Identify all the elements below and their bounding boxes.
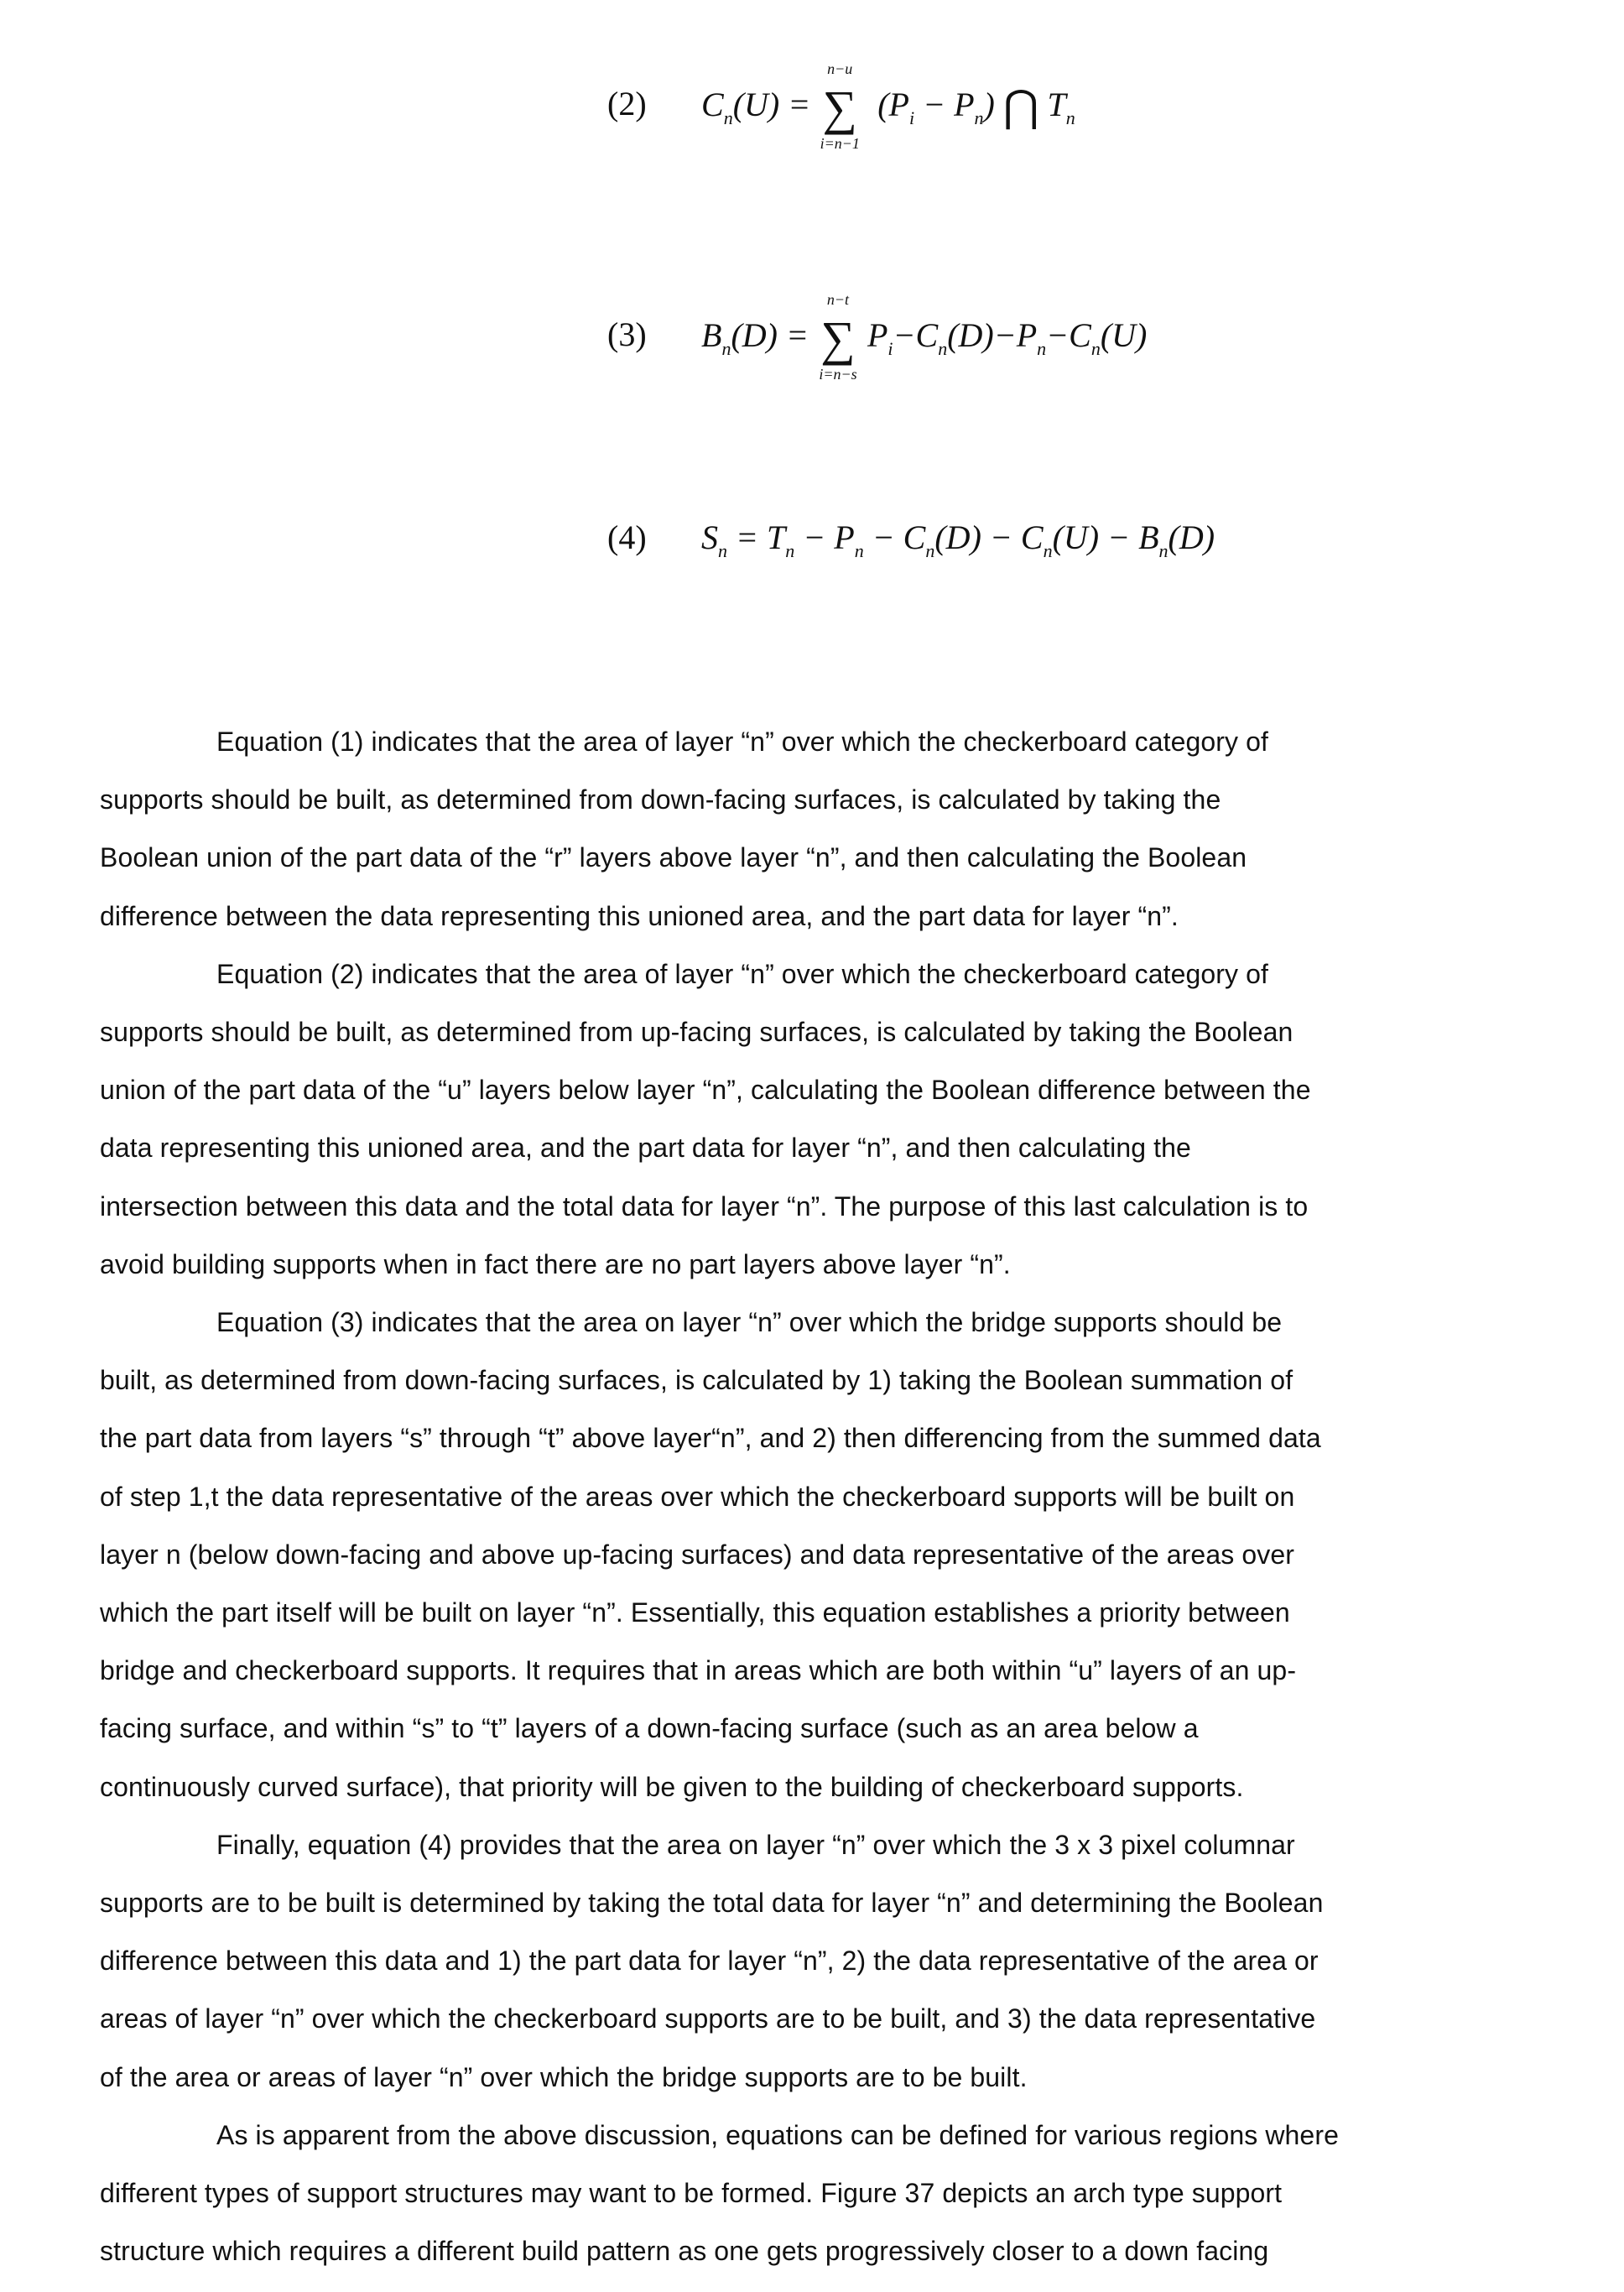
eq-sub: n (721, 338, 731, 359)
sum-lower: i=n−1 (820, 135, 860, 153)
eq-term: ) (984, 86, 995, 123)
paragraph-3-line: continuously curved surface), that priority will be given to the building of checkerboard supports. (100, 1772, 1244, 1803)
eq-term: −C (893, 316, 939, 354)
paragraph-2-line: union of the part data of the “u” layers below layer “n”, calculating the Boolean difference between the (100, 1075, 1311, 1106)
paragraph-1-line: Equation (1) indicates that the area of layer “n” over which the checkerboard category of (216, 727, 1268, 758)
eq-term: = T (727, 518, 785, 556)
paragraph-5-line: different types of support structures may want to be formed. Figure 37 depicts an arch type support (100, 2178, 1282, 2209)
paragraph-3-line: layer n (below down-facing and above up-facing surfaces) and data representative of the areas over (100, 1539, 1294, 1571)
eq-sub: n (1091, 338, 1101, 359)
equation-label: (3) (607, 315, 647, 354)
paragraph-4-line: Finally, equation (4) provides that the area on layer “n” over which the 3 x 3 pixel columnar (216, 1830, 1295, 1861)
paragraph-3-line: facing surface, and within “s” to “t” layers of a down-facing surface (such as an area below a (100, 1713, 1199, 1744)
eq-term: P (867, 316, 887, 354)
eq-sub: n (718, 540, 727, 561)
sum-lower: i=n−s (819, 366, 856, 383)
eq-term: S (701, 518, 718, 556)
paragraph-2-line: avoid building supports when in fact there are no part layers above layer “n”. (100, 1249, 1011, 1280)
sum-upper: n−t (827, 291, 849, 309)
eq-sub: n (1037, 338, 1046, 359)
eq-sub: n (1159, 540, 1169, 561)
eq-term: T (1048, 86, 1066, 123)
eq-term: − C (864, 518, 926, 556)
eq-sub: n (1044, 540, 1053, 561)
paragraph-1-line: Boolean union of the part data of the “r” layers above layer “n”, and then calculating the Boolean (100, 842, 1247, 873)
eq-term: (D) − C (934, 518, 1043, 556)
eq-term: (D) = (731, 316, 809, 354)
paragraph-3-line: built, as determined from down-facing surfaces, is calculated by 1) taking the Boolean summation of (100, 1365, 1293, 1396)
eq-term: B (701, 316, 721, 354)
paragraph-3-line: Equation (3) indicates that the area on layer “n” over which the bridge supports should be (216, 1307, 1282, 1338)
eq-sub: n (938, 338, 947, 359)
paragraph-2-line: data representing this unioned area, and the part data for layer “n”, and then calculating the (100, 1133, 1191, 1164)
paragraph-5-line: structure which requires a different build pattern as one gets progressively closer to a down facing (100, 2236, 1268, 2267)
paragraph-3-line: the part data from layers “s” through “t” above layer“n”, and 2) then differencing from the summed data (100, 1423, 1321, 1454)
eq-term: (U) (1101, 316, 1148, 354)
paragraph-3-line: which the part itself will be built on layer “n”. Essentially, this equation establishes a priority between (100, 1597, 1290, 1628)
summation-symbol: n−t ∑ i=n−s (817, 315, 859, 363)
paragraph-3-line: bridge and checkerboard supports. It requires that in areas which are both within “u” layers of an up- (100, 1655, 1296, 1686)
eq-term: −C (1046, 316, 1091, 354)
intersection-symbol: ⋂ (1003, 83, 1039, 131)
eq-sub: n (925, 540, 934, 561)
paragraph-2-line: Equation (2) indicates that the area of layer “n” over which the checkerboard category of (216, 959, 1268, 990)
equation-label: (4) (607, 518, 647, 557)
eq-term: (D) (1169, 518, 1215, 556)
paragraph-4-line: areas of layer “n” over which the checkerboard supports are to be built, and 3) the data representative (100, 2003, 1315, 2034)
eq-term: (D)−P (947, 316, 1037, 354)
eq-term: (U) = (733, 86, 811, 123)
eq-sub: n (724, 107, 733, 128)
paragraph-4-line: of the area or areas of layer “n” over which the bridge supports are to be built. (100, 2062, 1028, 2093)
eq-sub: n (855, 540, 864, 561)
eq-sub: i (909, 107, 914, 128)
paragraph-2-line: intersection between this data and the total data for layer “n”. The purpose of this last calculation is to (100, 1191, 1308, 1222)
eq-sub: n (785, 540, 794, 561)
paragraph-1-line: difference between the data representing this unioned area, and the part data for layer “n”. (100, 901, 1179, 932)
equation-label: (2) (607, 84, 647, 123)
sum-upper: n−u (827, 60, 852, 78)
eq-term: (U) − B (1053, 518, 1159, 556)
paragraph-1-line: supports should be built, as determined from down-facing surfaces, is calculated by taking the (100, 784, 1221, 815)
eq-sub: i (887, 338, 893, 359)
paragraph-5-line: As is apparent from the above discussion, equations can be defined for various regions where (216, 2120, 1339, 2151)
eq-term: − P (794, 518, 854, 556)
eq-sub: n (1066, 107, 1075, 128)
summation-symbol: n−u ∑ i=n−1 (819, 84, 861, 133)
paragraph-3-line: of step 1,t the data representative of the areas over which the checkerboard supports will be built on (100, 1482, 1294, 1513)
paragraph-4-line: supports are to be built is determined by taking the total data for layer “n” and determining the Boolean (100, 1888, 1323, 1919)
eq-sub: n (975, 107, 984, 128)
eq-term: − P (914, 86, 974, 123)
paragraph-4-line: difference between this data and 1) the part data for layer “n”, 2) the data representative of the area or (100, 1946, 1319, 1977)
eq-term: (P (877, 86, 909, 123)
eq-term: C (701, 86, 724, 123)
paragraph-2-line: supports should be built, as determined from up-facing surfaces, is calculated by taking the Boolean (100, 1017, 1293, 1048)
